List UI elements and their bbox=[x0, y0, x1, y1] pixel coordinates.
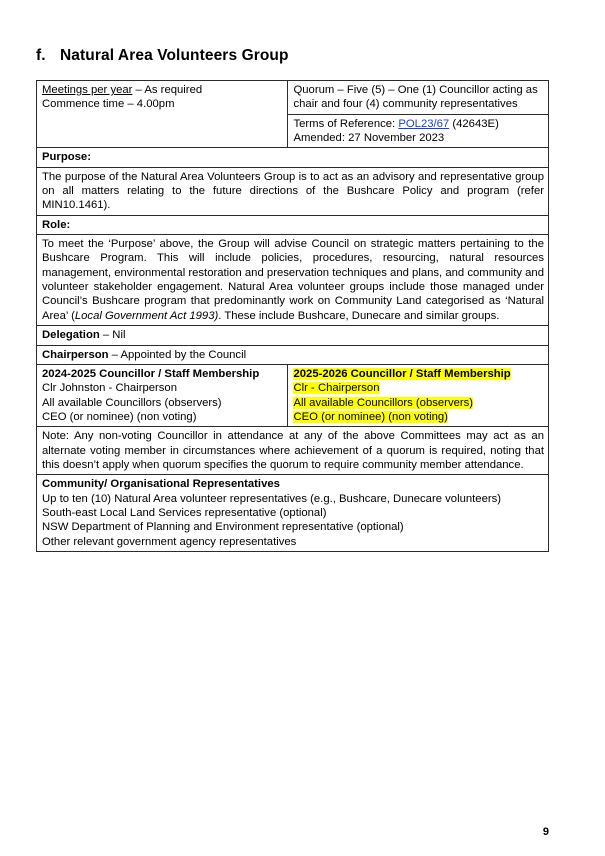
membership-2025-row-2-line bbox=[293, 410, 544, 424]
heading-text: Natural Area Volunteers Group bbox=[60, 47, 289, 64]
page-title bbox=[36, 47, 289, 65]
meetings-cell bbox=[37, 81, 288, 148]
membership-2024-row-2: CEO (or nominee) (non voting) bbox=[42, 410, 197, 423]
role-heading-cell bbox=[37, 215, 549, 234]
page-number: 9 bbox=[542, 826, 549, 838]
role-body bbox=[42, 237, 544, 323]
terms-of-reference-cell bbox=[288, 114, 549, 148]
role-body-act-citation: Local Government Act 1993) bbox=[74, 309, 219, 322]
table-row bbox=[37, 475, 549, 552]
role-body-part1: To meet the ‘Purpose’ above, the Group will advise Council on strategic matters pertaining to the Bushcare Program. This will include policies, procedures, resourcing, natural resources management, environmental restoration and preservation techniques and plans, and community and volunteer stakeholder engagement. Natural Area volunteer groups include those managed under Council’s Bushcare program that predominantly work on Community Land categorised as ‘Natural Area’ ( bbox=[42, 238, 544, 322]
membership-2025-cell bbox=[288, 364, 549, 426]
membership-2025-row-1: All available Councillors (observers) bbox=[293, 396, 474, 409]
community-heading: Community/ Organisational Representatives bbox=[42, 478, 280, 491]
table-row bbox=[37, 427, 549, 475]
role-heading: Role: bbox=[42, 218, 71, 231]
purpose-body: The purpose of the Natural Area Volunteers Group is to act as an advisory and representative group on all matters relating to the future directions of the Bushcare Policy and program (refer MIN10.1461). bbox=[42, 170, 544, 212]
table-row bbox=[37, 81, 549, 115]
membership-2025-row-2: CEO (or nominee) (non voting) bbox=[293, 410, 448, 423]
role-body-part2: . These include Bushcare, Dunecare and similar groups. bbox=[218, 309, 500, 322]
community-row-2: NSW Department of Planning and Environment representative (optional) bbox=[42, 521, 404, 534]
chairperson-value: – Appointed by the Council bbox=[108, 348, 247, 361]
table-row bbox=[37, 364, 549, 426]
membership-2025-row-0: Clr - Chairperson bbox=[293, 382, 380, 395]
table-row bbox=[37, 235, 549, 326]
purpose-heading: Purpose: bbox=[42, 151, 91, 164]
terms-of-reference-table bbox=[36, 80, 549, 552]
quorum-cell bbox=[288, 81, 549, 115]
purpose-heading-cell bbox=[37, 148, 549, 167]
membership-2025-heading-line bbox=[293, 367, 544, 381]
community-row-0: Up to ten (10) Natural Area volunteer representatives (e.g., Bushcare, Dunecare volunteers) bbox=[42, 492, 502, 505]
note-text: Note: Any non-voting Councillor in attendance at any of the above Committees may act as an alternate voting member in circumstances where achievement of a quorum is required, noting that this doesn’t apply when quorum specifies the quorum to require community member attendance. bbox=[42, 430, 544, 471]
membership-2024-row-1: All available Councillors (observers) bbox=[42, 396, 222, 409]
note-cell bbox=[37, 427, 549, 475]
amended-date: Amended: 27 November 2023 bbox=[293, 132, 445, 145]
membership-2024-heading: 2024-2025 Councillor / Staff Membership bbox=[42, 367, 260, 380]
terms-suffix: (42643E) bbox=[449, 117, 499, 130]
membership-2024-cell bbox=[37, 364, 288, 426]
community-representatives-cell bbox=[37, 475, 549, 552]
terms-line bbox=[293, 117, 544, 131]
meetings-value: – As required bbox=[132, 84, 203, 96]
commence-time: Commence time – 4.00pm bbox=[42, 98, 175, 111]
membership-2025-row-0-line bbox=[293, 381, 544, 395]
pol-reference-link[interactable]: POL23/67 bbox=[398, 117, 450, 130]
table-row bbox=[37, 148, 549, 167]
chairperson-cell bbox=[37, 345, 549, 364]
chairperson-label: Chairperson bbox=[42, 348, 109, 361]
terms-prefix: Terms of Reference: bbox=[293, 117, 399, 130]
quorum-line-2: chair and four (4) community representatives bbox=[293, 98, 518, 111]
table-row bbox=[37, 215, 549, 234]
heading-marker: f. bbox=[36, 47, 46, 64]
quorum-line-1: Quorum – Five (5) – One (1) Councillor acting as bbox=[293, 84, 538, 96]
community-row-3: Other relevant government agency representatives bbox=[42, 535, 297, 548]
meetings-line bbox=[42, 83, 283, 97]
membership-2024-row-0: Clr Johnston - Chairperson bbox=[42, 382, 177, 395]
role-body-cell bbox=[37, 235, 549, 326]
delegation-cell bbox=[37, 326, 549, 345]
meetings-label: Meetings per year bbox=[42, 84, 133, 96]
membership-2025-row-1-line bbox=[293, 396, 544, 410]
purpose-body-cell bbox=[37, 167, 549, 215]
delegation-value: – Nil bbox=[99, 329, 126, 342]
community-row-1: South-east Local Land Services representative (optional) bbox=[42, 506, 327, 519]
table-row bbox=[37, 345, 549, 364]
membership-2025-heading: 2025-2026 Councillor / Staff Membership bbox=[293, 367, 511, 380]
table-row bbox=[37, 167, 549, 215]
delegation-label: Delegation bbox=[42, 329, 100, 342]
table-row bbox=[37, 326, 549, 345]
